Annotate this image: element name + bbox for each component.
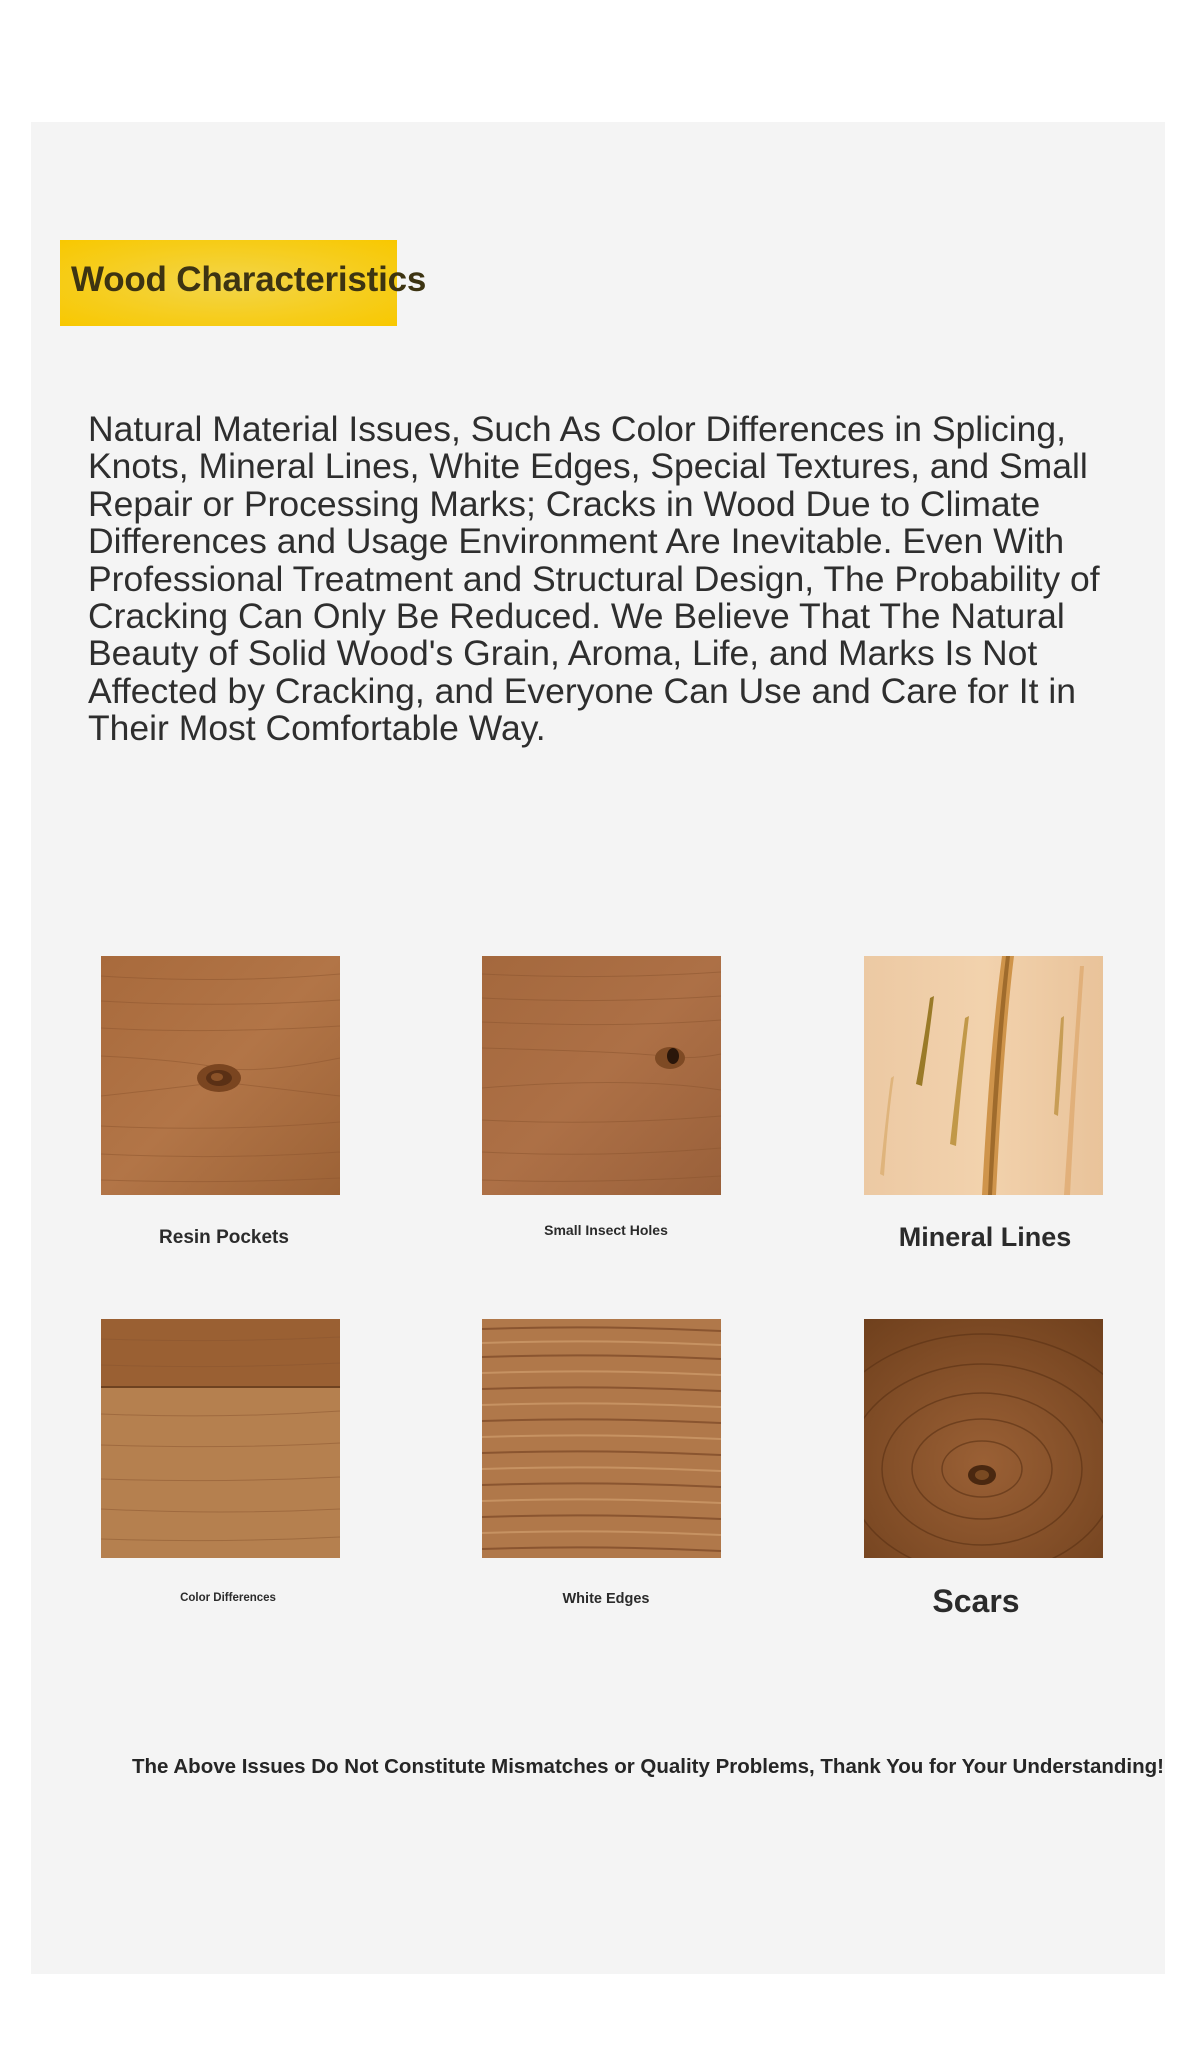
scars-image [864, 1319, 1103, 1558]
section-title: Wood Characteristics [71, 260, 427, 299]
intro-paragraph: Natural Material Issues, Such As Color Differences in Splicing, Knots, Mineral Lines, White Edges, Special Textures, and Small Repair or Processing Marks; Cracks in Wood Due to Climate Differences and Usage Environment Are Inevitable. Even With Professional Treatment and Structural Design, The Probability of Cracking Can Only Be Reduced. We Believe That The Natural Beauty of Solid Wood's Grain, Aroma, Life, and Marks Is Not Affected by Cracking, and Everyone Can Use and Care for It in Their Most Comfortable Way. [88, 409, 1100, 749]
mineral-lines-image [864, 956, 1103, 1195]
small-insect-holes-image [482, 956, 721, 1195]
resin-pockets-image [101, 956, 340, 1195]
white-edges-image [482, 1319, 721, 1558]
caption-color-differences: Color Differences [180, 1592, 276, 1604]
caption-resin-pockets: Resin Pockets [159, 1227, 289, 1248]
caption-white-edges: White Edges [562, 1591, 650, 1607]
caption-small-insect-holes: Small Insect Holes [544, 1222, 668, 1238]
color-differences-image [101, 1319, 340, 1558]
footer-disclaimer: The Above Issues Do Not Constitute Mismatches or Quality Problems, Thank You for Your Understanding! [132, 1755, 1164, 1778]
caption-mineral-lines: Mineral Lines [898, 1222, 1072, 1252]
caption-scars: Scars [932, 1583, 1020, 1619]
